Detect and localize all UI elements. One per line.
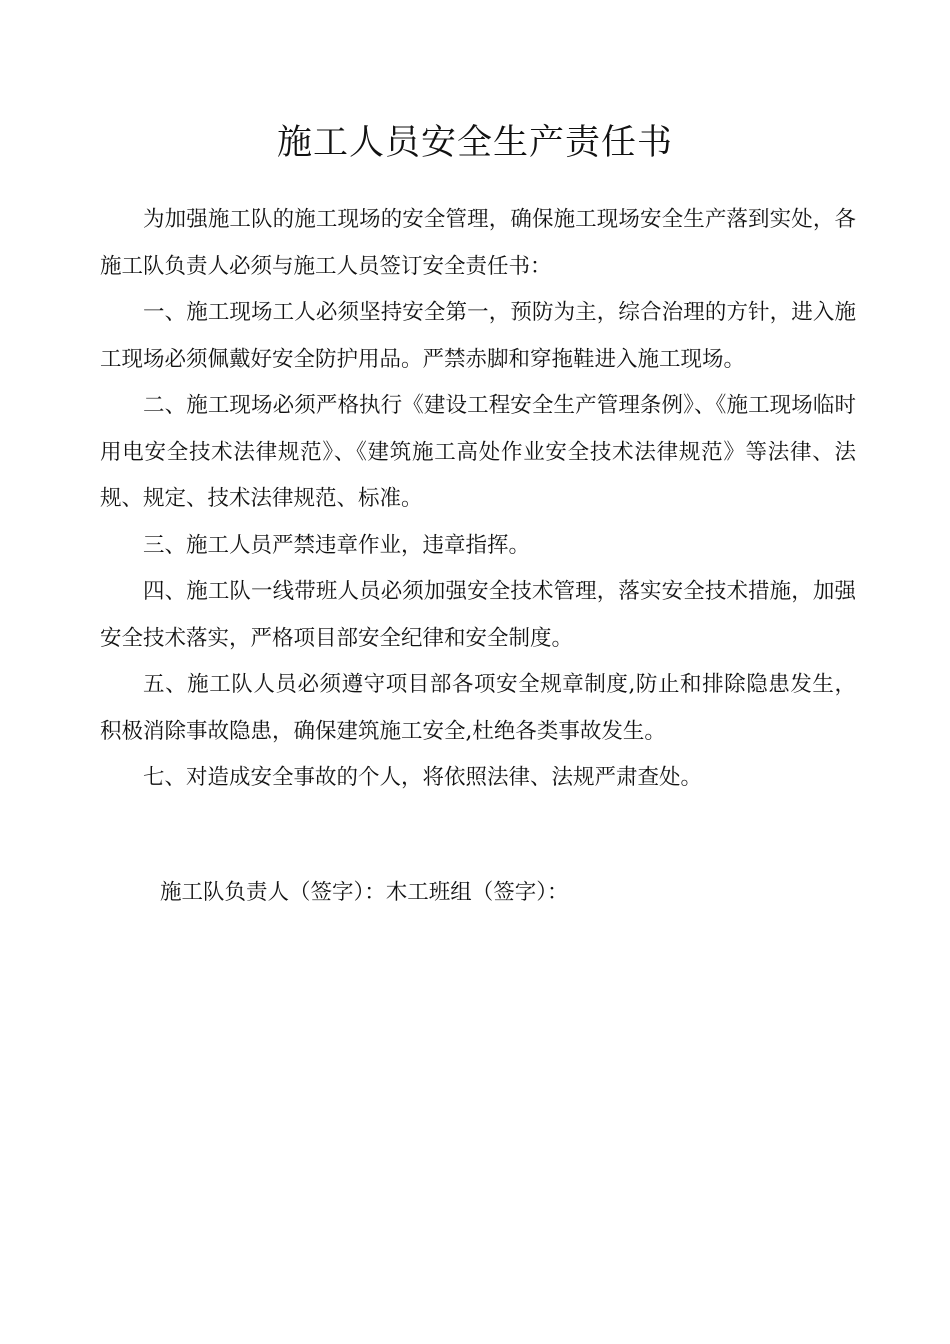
clause-five: 五、施工队人员必须遵守项目部各项安全规章制度,防止和排除隐患发生，积极消除事故隐患，确保建筑施工安全,杜绝各类事故发生。: [100, 672, 856, 744]
intro-paragraph: 为加强施工队的施工现场的安全管理，确保施工现场安全生产落到实处，各施工队负责人必须与施工人员签订安全责任书：: [100, 207, 856, 279]
document-body: [100, 197, 856, 802]
clause-two: 二、施工现场必须严格执行《建设工程安全生产管理条例》、《施工现场临时用电安全技术法律规范》、《建筑施工高处作业安全技术法律规范》等法律、法规、规定、技术法律规范、标准。: [100, 393, 856, 511]
clause-three: 三、施工人员严禁违章作业，违章指挥。: [143, 532, 531, 558]
clause-four: 四、施工队一线带班人员必须加强安全技术管理，落实安全技术措施，加强安全技术落实，严格项目部安全纪律和安全制度。: [100, 579, 856, 651]
signature-line: 施工队负责人（签字）：木工班组（签字）：: [160, 880, 569, 905]
clause-seven: 七、对造成安全事故的个人，将依照法律、法规严肃查处。: [143, 765, 703, 790]
document-title: 施工人员安全生产责任书: [276, 123, 673, 163]
clause-one: 一、施工现场工人必须坚持安全第一，预防为主，综合治理的方针，进入施工现场必须佩戴好安全防护用品。严禁赤脚和穿拖鞋进入施工现场。: [100, 300, 856, 372]
